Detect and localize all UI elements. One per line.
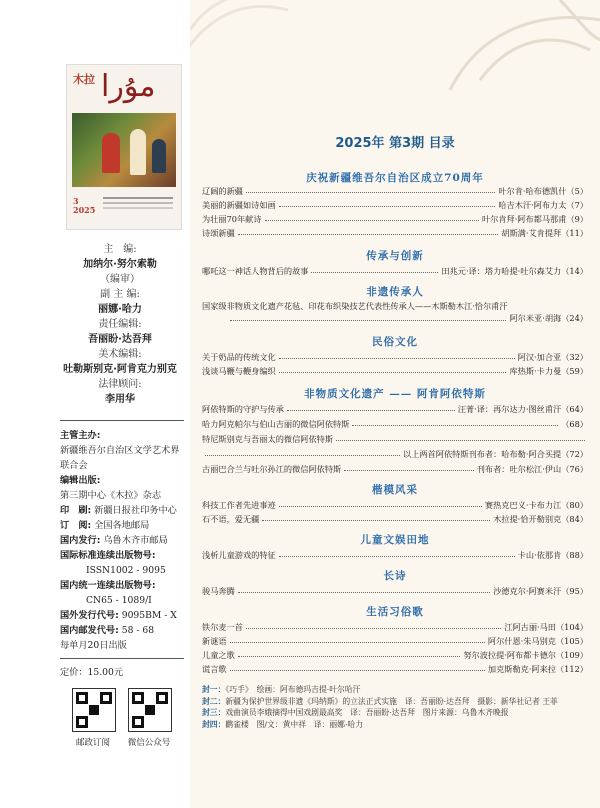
- print-label: 印 刷:: [60, 505, 92, 516]
- order-label: 订 阅:: [60, 520, 92, 531]
- domestic: 乌鲁木齐市邮局: [103, 535, 168, 546]
- art-editor-role: 美术编辑:: [98, 349, 142, 360]
- toc-entry[interactable]: 关于奶品的传统文化 阿汉·加合亚（32）: [202, 352, 588, 362]
- toc-entry[interactable]: 阿依特斯的守护与传承 汪菁·译：再尔达力·图丝甫汗（64）: [202, 404, 588, 414]
- cover-logo-ug: مۇرا: [101, 69, 156, 104]
- legal-role: 法律顾问:: [98, 379, 142, 390]
- section-title: 楷模风采: [372, 484, 418, 496]
- foreign-code-label: 国外发行代号:: [60, 610, 119, 621]
- toc-entry[interactable]: 科技工作者先进事迹 赛热克巴义·卡布力江（80）: [202, 500, 588, 510]
- cn-label: 国内统一连续出版物号:: [60, 580, 156, 591]
- qr-label-wechat: 微信公众号: [127, 738, 171, 748]
- toc-panel: [190, 0, 600, 808]
- toc-entry[interactable]: 新谜语 阿尔什恩·朱马别克（105）: [202, 636, 588, 646]
- section-title: 生活习俗歌: [366, 606, 424, 618]
- cn: CN65 - 1089/I: [86, 595, 152, 606]
- toc-entry[interactable]: 浅谈马鞭与鞭身编织 库热斯·卡力曼（59）: [202, 366, 588, 376]
- toc-entry[interactable]: 哈力阿克帕尔与伯山吉丽的微信阿依特斯 （68）: [202, 419, 588, 429]
- toc-entry[interactable]: 石不语，爱无疆 木拉提·恰开勒别克（84）: [202, 514, 588, 524]
- cover-credit: 封四：鹳雀楼 图/文：黄中祥 译：丽娜·哈力: [202, 719, 364, 729]
- section-title: 长诗: [383, 570, 407, 582]
- price: 定价：15.00元: [60, 667, 124, 678]
- qr-code-postal[interactable]: [72, 688, 116, 732]
- cover-painting: [72, 113, 176, 187]
- chief-editor: 加纳尔·努尔索勒: [83, 259, 157, 270]
- edit-label: 编辑出版:: [60, 475, 101, 486]
- toc-entry[interactable]: 特尼斯别克与吾丽太的微信阿依特斯: [202, 434, 588, 444]
- domestic-label: 国内发行:: [60, 535, 101, 546]
- toc-entry[interactable]: 诗颂新疆 胡斯满·艾肯提拜（11）: [202, 228, 588, 238]
- chief-editor-role: 主 编:: [103, 244, 137, 255]
- responsible-editor: 吾丽盼·达吾拜: [88, 334, 152, 345]
- toc-entry[interactable]: 铁尔麦一首 江阿古丽·马田（104）: [202, 622, 588, 632]
- section-title: 民俗文化: [372, 336, 418, 348]
- section-title: 非遗传承人: [366, 286, 424, 298]
- chief-editor-note: （编审）: [100, 274, 140, 285]
- toc-entry[interactable]: 美丽的新疆如诗如画 哈吉木汗·阿布力太（7）: [202, 200, 588, 210]
- toc-entry[interactable]: 骏马奔腾 沙德克尔·阿赛米汗（95）: [202, 586, 588, 596]
- order: 全国各地邮局: [94, 520, 150, 531]
- cover-issue: 3 2025: [73, 196, 96, 215]
- section-title: 非物质文化遗产 —— 阿肯阿依特斯: [304, 388, 486, 400]
- toc-entry[interactable]: 辽阔的新疆 叶尔肯·哈布德凯什（5）: [202, 186, 588, 196]
- toc-entry-wrapped[interactable]: 国家级非物质文化遗产花毡、印花布织染技艺代表性传承人——木斯勒木江·恰尔甫汗 阿尔米亚·胡海（24）: [202, 301, 588, 323]
- divider: [60, 658, 184, 659]
- figure-red: [102, 133, 120, 173]
- toc-entry[interactable]: 古丽巴合兰与吐尔孙江的微信阿依特斯 刊布者：吐尔松江·伊山（76）: [202, 464, 588, 474]
- masthead-column: [0, 0, 190, 808]
- deputy-editor-role: 副 主 编:: [100, 289, 140, 300]
- editor-list: [60, 242, 180, 407]
- print: 新疆日报社印务中心: [94, 505, 177, 516]
- issn-label: 国际标准连续出版物号:: [60, 550, 156, 561]
- domestic-code: 58 - 68: [121, 625, 155, 636]
- figure-white: [130, 129, 146, 175]
- ornament-swirl-left-icon: [190, 0, 290, 80]
- sponsor: 新疆维吾尔自治区文学艺术界联合会: [60, 445, 180, 471]
- magazine-cover-image: [66, 64, 182, 230]
- domestic-code-label: 国内邮发代号:: [60, 625, 119, 636]
- section-title: 庆祝新疆维吾尔自治区成立70周年: [306, 172, 484, 184]
- issn: ISSN1002 - 9095: [86, 565, 166, 576]
- sponsor-label: 主管主办:: [60, 430, 101, 441]
- toc-entry[interactable]: 以上两首阿依特斯刊布者：哈布勒·阿合买提（72）: [202, 449, 588, 459]
- toc-entry[interactable]: 哪吒这一神话人物背后的故事 田兆元·译：塔力哈提·吐尔森艾力（14）: [202, 266, 588, 276]
- cover-credits: [202, 684, 590, 730]
- cover-small-text: [103, 197, 173, 199]
- publication-info: [60, 428, 186, 653]
- toc-entry[interactable]: 浅析儿童游戏的特征 卡山·依那肯（88）: [202, 550, 588, 560]
- cover-credit: 封三：戏曲演员李娥摘得中国戏剧最高奖 译：吾丽盼·达吾拜 图片来源：乌鲁木齐晚报: [202, 708, 509, 717]
- toc-entry[interactable]: 为壮丽70年献诗 叶尔肯拜·阿布都马那甫（9）: [202, 214, 588, 224]
- toc-title: 2025年 第3期 目录: [335, 136, 455, 151]
- art-editor: 吐勒斯别克·阿肯克力别克: [63, 364, 177, 375]
- deputy-editor: 丽娜·哈力: [98, 304, 142, 315]
- toc-entry[interactable]: 儿童之歌 努尔波拉提·阿布都卡德尔（109）: [202, 650, 588, 660]
- cover-credit: 封一：《巧手》 绘画：阿布德玛吉提·叶尔哈汗: [202, 685, 361, 694]
- responsible-editor-role: 责任编辑:: [98, 319, 142, 330]
- toc-entry[interactable]: 谎言歌 加克斯勒克·阿来拉（112）: [202, 664, 588, 674]
- section-title: 传承与创新: [366, 250, 424, 262]
- divider: [60, 420, 184, 421]
- figure-dark: [152, 139, 166, 173]
- section-title: 儿童文娱田地: [360, 534, 430, 546]
- foreign-code: 9095BM - X: [121, 610, 177, 621]
- legal-advisor: 李用华: [105, 394, 135, 405]
- cover-logo-cn: 木拉: [73, 73, 95, 86]
- cover-credit: 封二：新疆为保护世界级非遗《玛纳斯》的立法正式实施 译：吾丽盼·达吾拜 摄影：新华社记者 王菲: [202, 696, 558, 706]
- qr-label-postal: 邮政订阅: [75, 738, 110, 748]
- publish-date: 每单月20日出版: [60, 640, 127, 651]
- ornament-swirl-top-icon: [440, 0, 600, 110]
- qr-code-wechat[interactable]: [128, 688, 172, 732]
- edit: 第三期中心《木拉》杂志: [60, 490, 162, 501]
